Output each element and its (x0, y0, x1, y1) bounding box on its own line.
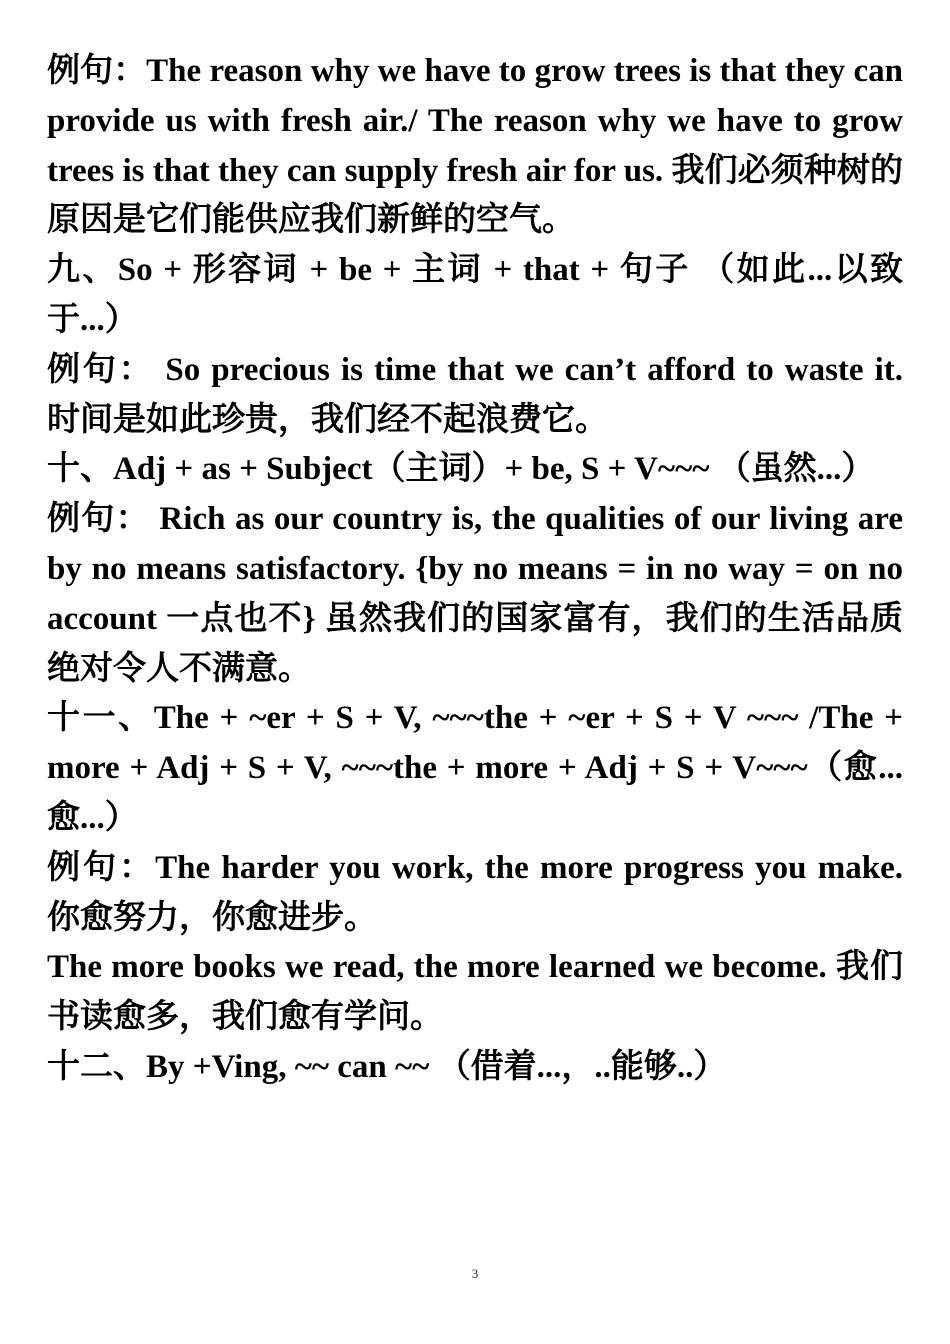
pattern-heading-12: 十二、By +Ving, ~~ can ~~ （借着...，..能够..） (47, 1048, 727, 1085)
pattern-heading-11: 十一、The + ~er + S + V, ~~~the + ~er + S + V ~~~ /The + more + Adj + S + V, ~~~the + more + Adj + S + V~~~（愈...愈...） (47, 700, 903, 836)
example-sentence-so-precious: 例句： So precious is time that we can’t afford to waste it. 时间是如此珍贵，我们经不起浪费它。 (47, 351, 903, 438)
example-sentence-the-more-books: The more books we read, the more learned we become. 我们书读愈多，我们愈有学问。 (47, 949, 903, 1036)
page-number: 3 (471, 1266, 479, 1281)
example-sentence-reason-why: 例句：The reason why we have to grow trees is that they can provide us with fresh air./ The reason why we have to grow trees is that they can supply fresh air for us. 我们必须种树的原因是它们能供应我们新鲜的空气。 (47, 53, 903, 239)
pattern-heading-9: 九、So + 形容词 + be + 主词 + that + 句子 （如此...以致于...） (47, 252, 903, 338)
example-sentence-rich-as: 例句： Rich as our country is, the qualities of our living are by no means satisfactory. {by no means = in no way = on no account 一点也不} 虽然我们的国家富有，我们的生活品质绝对令人不满意。 (47, 501, 903, 687)
document-body (47, 47, 903, 1093)
pattern-heading-10: 十、Adj + as + Subject（主词）+ be, S + V~~~ （虽然...） (47, 451, 875, 488)
example-sentence-the-harder: 例句：The harder you work, the more progress you make. 你愈努力，你愈进步。 (47, 849, 903, 936)
